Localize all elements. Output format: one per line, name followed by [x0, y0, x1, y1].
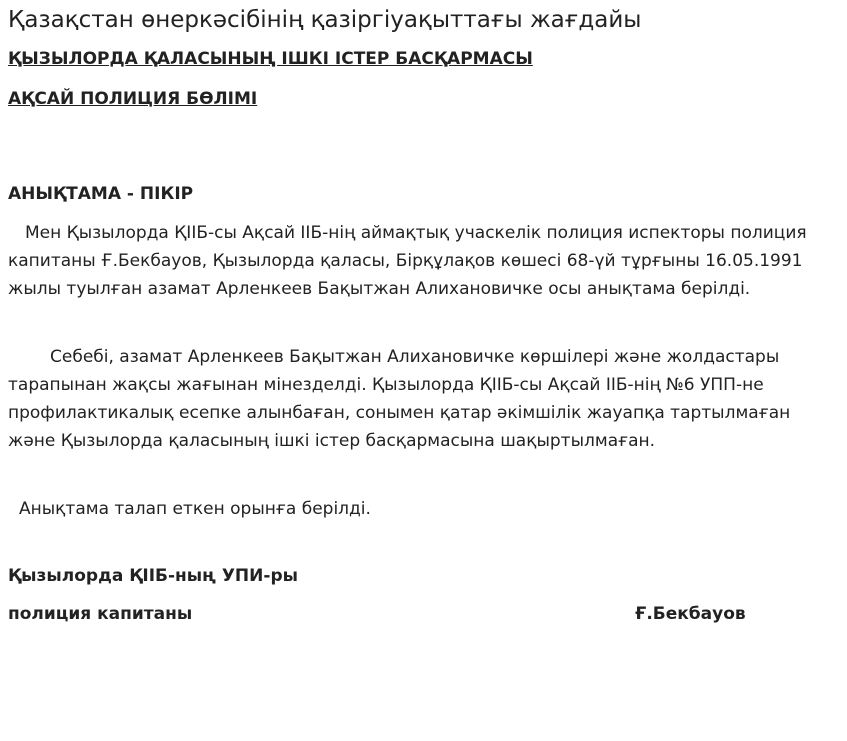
certificate-paragraph-issued: Анықтама талап еткен орынға берілді. [19, 499, 371, 519]
certificate-paragraph-reason: Себебі, азамат Арленкеев Бақытжан Алихановичке көршілері және жолдастары тарапынан жақсы жағынан мінезделді. Қызылорда ҚІІБ-сы Ақсай ІІБ-нің №6 УПП-не профилактикалық есепке алынбаған, сонымен қатар әкімшілік жауапқа тартылмаған және Қызылорда қаласының ішкі істер басқармасына шақыртылмаған. [8, 347, 791, 451]
certificate-paragraph-intro: Мен Қызылорда ҚІІБ-сы Ақсай ІІБ-нің аймақтық учаскелік полиция испекторы полиция капитаны Ғ.Бекбауов, Қызылорда қаласы, Бірқұлақов көшесі 68-үй тұрғыны 16.05.1991 жылы туылған азамат Арленкеев Бақытжан Алихановичке осы анықтама берілді. [8, 223, 807, 299]
signature-name: Ғ.Бекбауов [635, 604, 746, 624]
org-department-heading: ҚЫЗЫЛОРДА ҚАЛАСЫНЫҢ ІШКІ ІСТЕР БАСҚАРМАСЫ [8, 49, 533, 69]
signature-rank: полиция капитаны [8, 604, 193, 624]
certificate-heading: АНЫҚТАМА - ПІКІР [8, 184, 194, 204]
org-division-heading: АҚСАЙ ПОЛИЦИЯ БӨЛІМІ [8, 89, 258, 109]
signature-position: Қызылорда ҚІІБ-ның УПИ-ры [8, 566, 298, 586]
page-title: Қазақстан өнеркәсібінің қазіргіуақыттағы жағдайы [8, 7, 642, 33]
